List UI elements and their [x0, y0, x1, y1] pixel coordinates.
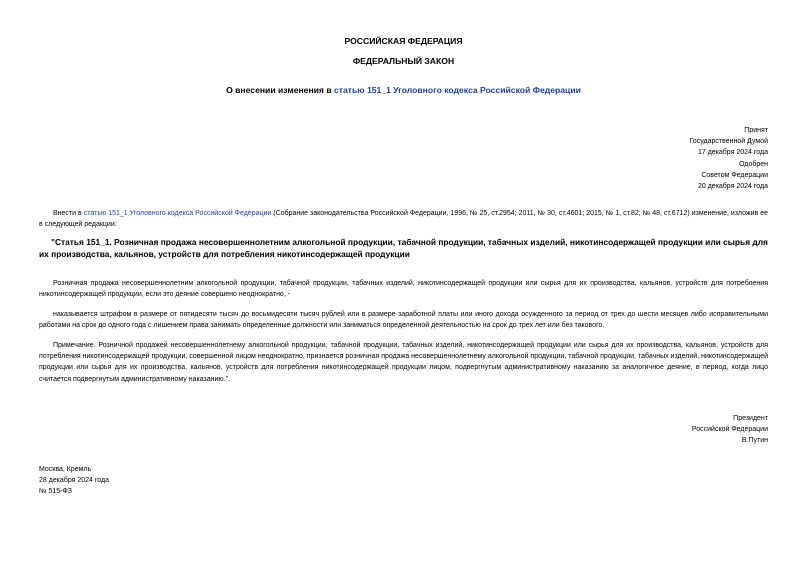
intro-suffix: (Собрание законодательства Российской Федерации, 1996, № 25, ст.2954; 2011, № 30, ст.4601; 2015, № 1, ст.82; № 48, ст.6712) изменение, изложив ее в следующей редакции: — [39, 210, 768, 229]
intro-link[interactable]: статью 151_1 Уголовного кодекса Российской Федерации — [83, 210, 272, 217]
signing-date: 28 декабря 2024 года — [39, 477, 110, 485]
adoption-block — [689, 125, 768, 192]
intro-prefix: Внести в — [53, 210, 84, 217]
law-number: № 515-ФЗ — [39, 488, 73, 496]
signature-name: В.Путин — [741, 437, 768, 445]
place: Москва, Кремль — [39, 466, 92, 473]
adoption-line-2: Государственной Думой — [689, 138, 768, 146]
article-title: "Статья 151_1. Розничная продажа несовершеннолетним алкогольной продукции, табачной продукции, табачных изделий, никотинсодержащей продукции или сырья для их производства, кальянов, устройств для потребления никотинсодержащей продукции — [39, 237, 768, 259]
law-title — [0, 85, 807, 96]
adoption-line-5: Советом Федерации — [701, 171, 768, 179]
adoption-line-6: 20 декабря 2024 года — [697, 183, 768, 191]
signature-block — [692, 413, 768, 447]
adoption-line-4: Одобрен — [739, 160, 768, 168]
place-date-block — [39, 464, 109, 498]
law-type-heading: ФЕДЕРАЛЬНЫЙ ЗАКОН — [352, 56, 455, 66]
signature-line-2: Российской Федерации — [691, 426, 768, 434]
country-heading: РОССИЙСКАЯ ФЕДЕРАЦИЯ — [344, 36, 463, 46]
law-title-prefix: О внесении изменения в — [226, 85, 334, 95]
adoption-line-3: 17 декабря 2024 года — [697, 149, 768, 157]
article-note: Примечание. Розничной продажей несовершеннолетнему алкогольной продукции, табачной продукции, табачных изделий, никотинсодержащей продукции или сырья для их производства, кальянов, устройств для потребления никотинсодержащей продукции, совершенной лицом неоднократно, признается розничная продажа несовершеннолетнему алкогольной продукции, табачной продукции, табачных изделий, никотинсодержащей продукции или сырья для их производства, кальянов, устройств для потребления никотинсодержащей продукции лицом, подвергнутым административному наказанию за аналогичное деяние, в период, когда лицо считается подвергнутым административному наказанию.". — [39, 342, 768, 383]
law-title-link[interactable]: статью 151_1 Уголовного кодекса Российской Федерации — [334, 85, 581, 95]
signature-line-1: Президент — [733, 415, 768, 422]
adoption-line-1: Принят — [744, 127, 768, 134]
article-paragraph-2: наказывается штрафом в размере от пятидесяти тысяч до восьмидесяти тысяч рублей или в размере заработной платы или иного дохода осужденного за период от трех до шести месяцев либо исправительными работами на срок до одного года с лишением права занимать определенные должности или заниматься определенной деятельностью на срок до трех лет или без такового. — [39, 311, 768, 330]
article-paragraph-1: Розничная продажа несовершеннолетним алкогольной продукции, табачной продукции, табачных изделий, никотинсодержащей продукции или сырья для их производства, кальянов, устройств для потребления никотинсодержащей продукции, если это деяние совершено неоднократно, - — [39, 280, 768, 299]
intro-paragraph — [39, 208, 768, 230]
